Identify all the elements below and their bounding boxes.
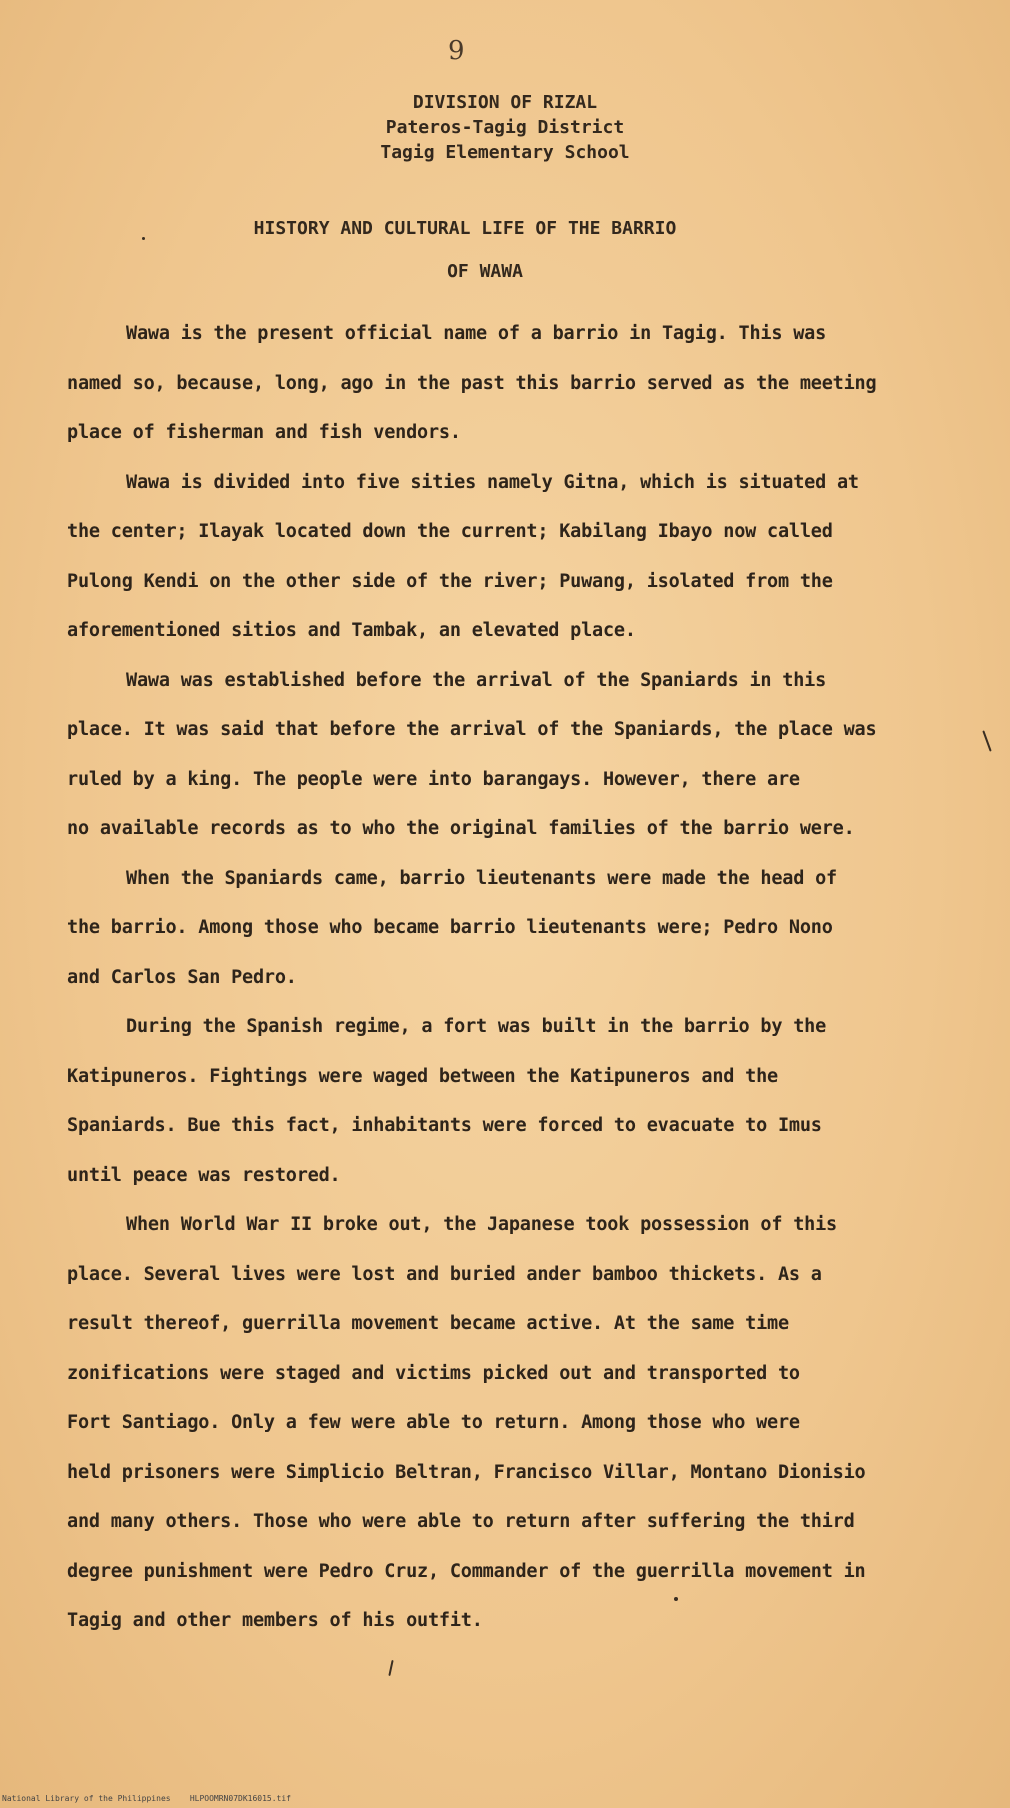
paragraph-line: ruled by a king. The people were into barangays. However, there are bbox=[67, 768, 800, 790]
paragraph-line: place of fisherman and fish vendors. bbox=[67, 422, 461, 443]
paragraph-line: result thereof, guerrilla movement became active. At the same time bbox=[67, 1313, 789, 1334]
paragraph-6 bbox=[67, 1200, 957, 1646]
paragraph-line: Fort Santiago. Only a few were able to return. Among those who were bbox=[67, 1412, 800, 1433]
paragraph-1 bbox=[67, 309, 957, 458]
ink-mark bbox=[982, 730, 991, 751]
paragraph-line: aforementioned sitios and Tambak, an elevated place. bbox=[67, 620, 636, 641]
header-school: Tagig Elementary School bbox=[380, 142, 630, 163]
paragraph-line: Wawa is the present official name of a barrio in Tagig. This was bbox=[126, 323, 827, 344]
paragraph-line: Spaniards. Bue this fact, inhabitants were forced to evacuate to Imus bbox=[67, 1115, 822, 1136]
paragraph-line: no available records as to who the original families of the barrio were. bbox=[67, 818, 855, 839]
paragraph-line: place. Several lives were lost and buried ander bamboo thickets. As a bbox=[67, 1263, 822, 1285]
paragraph-line: When World War II broke out, the Japanese took possession of this bbox=[126, 1214, 837, 1235]
ink-mark bbox=[674, 1597, 678, 1601]
ink-mark bbox=[388, 1660, 393, 1676]
paragraph-line: held prisoners were Simplicio Beltran, Francisco Villar, Montano Dionisio bbox=[67, 1461, 866, 1483]
paragraph-4 bbox=[67, 854, 957, 1003]
paragraph-line: Tagig and other members of his outfit. bbox=[67, 1610, 483, 1631]
paragraph-line: place. It was said that before the arrival of the Spaniards, the place was bbox=[67, 719, 877, 740]
document-header bbox=[0, 90, 1010, 165]
document-title bbox=[0, 218, 1010, 282]
paragraph-line: and Carlos San Pedro. bbox=[67, 966, 297, 988]
header-district: Pateros-Tagig District bbox=[385, 117, 625, 138]
document-body bbox=[67, 309, 957, 1646]
paragraph-2 bbox=[67, 458, 957, 656]
scan-footer: National Library of the Philippines HLPOOMRN07DK16015.tif bbox=[2, 1794, 291, 1803]
title-line-2: OF WAWA bbox=[447, 261, 523, 282]
paragraph-line: Pulong Kendi on the other side of the river; Puwang, isolated from the bbox=[67, 570, 833, 592]
paragraph-5 bbox=[67, 1002, 957, 1200]
header-division: DIVISION OF RIZAL bbox=[412, 92, 598, 113]
paragraph-line: degree punishment were Pedro Cruz, Commander of the guerrilla movement in bbox=[67, 1560, 866, 1582]
paragraph-line: the barrio. Among those who became barrio lieutenants were; Pedro Nono bbox=[67, 917, 833, 938]
ink-mark bbox=[142, 237, 145, 240]
paragraph-line: Katipuneros. Fightings were waged between the Katipuneros and the bbox=[67, 1065, 778, 1087]
paragraph-line: During the Spanish regime, a fort was built in the barrio by the bbox=[126, 1016, 827, 1037]
title-line-1: HISTORY AND CULTURAL LIFE OF THE BARRIO bbox=[253, 218, 677, 239]
paragraph-line: and many others. Those who were able to return after suffering the third bbox=[67, 1511, 855, 1532]
paragraph-line: Wawa is divided into five sities namely Gitna, which is situated at bbox=[126, 471, 859, 493]
paragraph-line: When the Spaniards came, barrio lieutenants were made the head of bbox=[126, 867, 837, 889]
paragraph-line: until peace was restored. bbox=[67, 1164, 341, 1186]
paragraph-3 bbox=[67, 656, 957, 854]
page-number: 9 bbox=[448, 36, 465, 66]
paragraph-line: named so, because, long, ago in the past this barrio served as the meeting bbox=[67, 372, 877, 394]
paragraph-line: zonifications were staged and victims picked out and transported to bbox=[67, 1362, 800, 1384]
paragraph-line: the center; Ilayak located down the current; Kabilang Ibayo now called bbox=[67, 521, 833, 542]
paragraph-line: Wawa was established before the arrival of the Spaniards in this bbox=[126, 669, 827, 691]
